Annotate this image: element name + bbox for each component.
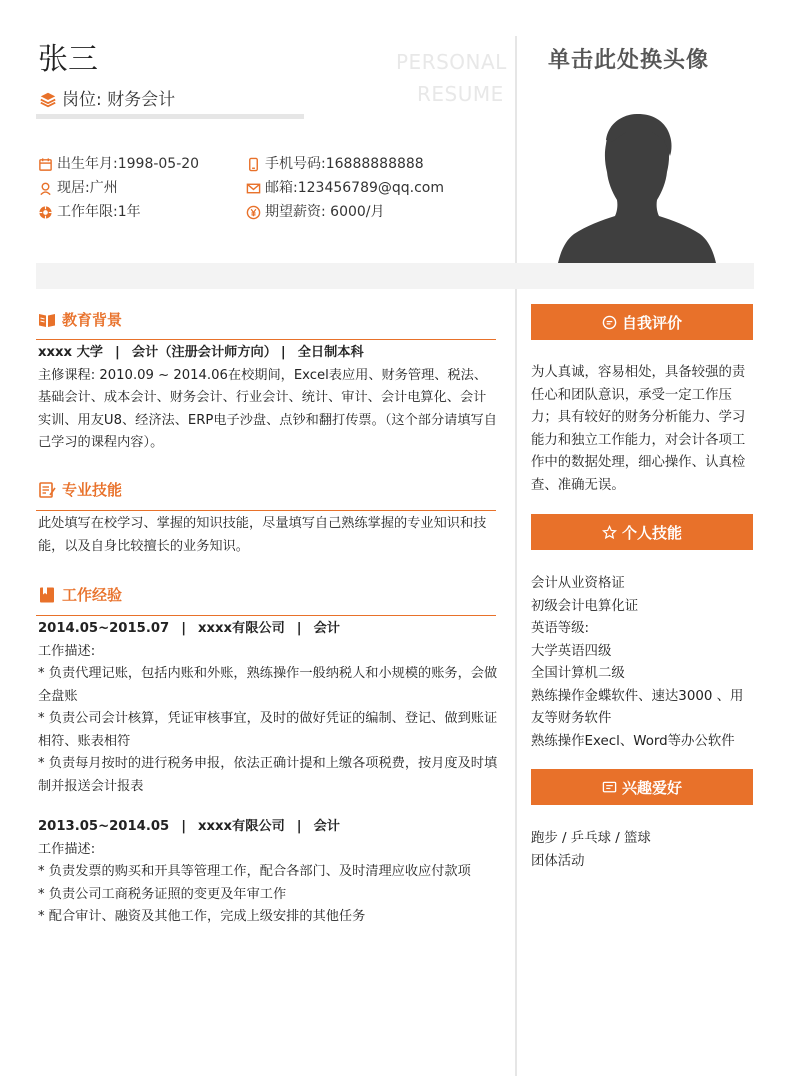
info-phone-text: 手机号码:16888888888 <box>265 156 424 172</box>
self-eval-banner <box>531 304 753 340</box>
education-school: xxxx 大学 <box>38 345 103 360</box>
info-email-text: 邮箱:123456789@qq.com <box>265 180 445 196</box>
job-desc-item: * 配合审计、融资及其他工作，完成上级安排的其他任务 <box>38 909 366 924</box>
yen-icon <box>246 205 261 220</box>
job-desc-item: * 负责每月按时的进行税务申报，依法正确计提和上缴各项税费，按月度及时填制并报送会计报表 <box>38 756 498 794</box>
gear-icon <box>38 205 53 220</box>
education-courses: 主修课程: 2010.09 ~ 2014.06在校期间，Excel表应用、财务管理、税法、基础会计、成本会计、财务会计、行业会计、统计、审计、会计电算化、会计实训、用友U8、经济法、ERP电子沙盘、点钞和翻打传票。（这个部分请填写自己学习的课程内容）。 <box>38 367 497 450</box>
notepad-icon <box>38 481 56 499</box>
info-salary-text: 期望薪资: 6000/月 <box>265 204 385 220</box>
bookmark-book-icon <box>38 586 56 604</box>
education-degree: 全日制本科 <box>297 345 364 360</box>
skill-item: 熟练操作Execl、Word等办公软件 <box>531 733 735 749</box>
message-icon <box>602 780 617 795</box>
education-header-row: xxxx 大学 | 会计（注册会计师方向） | 全日制本科 <box>38 345 364 360</box>
section-experience-line <box>36 615 496 616</box>
job-position-text: 岗位: 财务会计 <box>62 90 176 110</box>
hobbies-title: 兴趣爱好 <box>621 778 682 797</box>
header-band <box>36 263 754 289</box>
location-icon <box>38 181 53 196</box>
job-period: 2013.05~2014.05 <box>38 819 170 834</box>
header-underline <box>36 114 304 119</box>
job-entry <box>38 618 498 798</box>
mail-icon <box>246 181 261 196</box>
education-block <box>38 342 498 455</box>
job-desc-item: * 负责代理记账，包括内账和外账，熟练操作一般纳税人和小规模的账务，会做全盘账 <box>38 666 498 704</box>
section-experience-title <box>38 584 122 605</box>
skills-text: 此处填写在校学习、掌握的知识技能，尽量填写自己熟练掌握的专业知识和技能，以及自身比较擅长的业务知识。 <box>38 516 487 554</box>
section-experience-label: 工作经验 <box>62 586 123 604</box>
skill-item: 大学英语四级 <box>531 643 612 659</box>
info-salary[interactable] <box>246 203 385 221</box>
info-birth-text: 出生年月:1998-05-20 <box>57 156 200 172</box>
calendar-icon <box>38 157 53 172</box>
job-entry <box>38 816 498 929</box>
personal-skills-list <box>531 573 753 753</box>
skill-item: 会计从业资格证 <box>531 576 625 591</box>
section-education-label: 教育背景 <box>62 311 123 329</box>
layers-icon <box>38 91 58 109</box>
self-eval-title: 自我评价 <box>621 313 682 332</box>
avatar-silhouette[interactable] <box>556 110 718 263</box>
section-education-line <box>36 339 496 340</box>
section-skills-title <box>38 479 122 500</box>
job-role: 会计 <box>313 621 340 636</box>
job-role: 会计 <box>313 819 340 834</box>
book-open-icon <box>38 311 56 329</box>
section-skills-label: 专业技能 <box>62 481 123 499</box>
hobby-item: 团体活动 <box>531 853 585 869</box>
info-phone[interactable] <box>246 155 424 173</box>
skill-item: 熟练操作金蝶软件、速达3000 、用友等财务软件 <box>531 688 744 726</box>
chat-bubble-icon <box>602 315 617 330</box>
job-desc-item: * 负责公司工商税务证照的变更及年审工作 <box>38 886 287 902</box>
skill-item: 英语等级: <box>531 621 590 636</box>
job-company: xxxx有限公司 <box>198 819 285 834</box>
job-period: 2014.05~2015.07 <box>38 621 170 636</box>
phone-icon <box>246 157 261 172</box>
job-header-row: 2014.05~2015.07 | xxxx有限公司 | 会计 <box>38 621 340 636</box>
job-company: xxxx有限公司 <box>198 621 285 636</box>
info-years-text: 工作年限:1年 <box>57 204 141 220</box>
info-location-text: 现居:广州 <box>57 180 118 196</box>
hobbies-list <box>531 828 753 873</box>
job-header-row: 2013.05~2014.05 | xxxx有限公司 | 会计 <box>38 819 340 834</box>
watermark-resume: RESUME <box>417 82 504 106</box>
section-skills-line <box>36 510 496 511</box>
job-desc-label: 工作描述: <box>38 643 96 659</box>
star-icon <box>602 525 617 540</box>
job-desc-label: 工作描述: <box>38 841 96 857</box>
education-major: 会计（注册会计师方向） <box>131 345 277 360</box>
change-avatar-label[interactable]: 单击此处换头像 <box>548 48 710 73</box>
info-years[interactable] <box>38 203 141 221</box>
info-location[interactable] <box>38 179 118 197</box>
vertical-divider <box>515 36 517 1076</box>
self-eval-text: 为人真诚，容易相处，具备较强的责任心和团队意识，承受一定工作压力；具有较好的财务分析能力、学习能力和独立工作能力，对会计各项工作中的数据处理，细心操作、认真检查、准确无误。 <box>531 365 746 493</box>
personal-skills-title: 个人技能 <box>621 523 682 542</box>
job-desc-item: * 负责公司会计核算，凭证审核事宜，及时的做好凭证的编制、登记、做到账证相符、账表相符 <box>38 711 498 749</box>
hobbies-banner <box>531 769 753 805</box>
personal-skills-banner <box>531 514 753 550</box>
resume-name[interactable]: 张三 <box>38 42 98 77</box>
info-email[interactable] <box>246 179 444 197</box>
job-desc-item: * 负责发票的购买和开具等管理工作，配合各部门、及时清理应收应付款项 <box>38 864 471 879</box>
skill-item: 全国计算机二级 <box>531 666 625 681</box>
section-education-title <box>38 309 122 330</box>
job-position[interactable] <box>38 88 175 112</box>
watermark-personal: PERSONAL <box>396 50 507 74</box>
skill-item: 初级会计电算化证 <box>531 598 639 614</box>
hobby-item: 跑步 / 乒乓球 / 篮球 <box>531 831 651 846</box>
info-birth[interactable] <box>38 155 199 173</box>
